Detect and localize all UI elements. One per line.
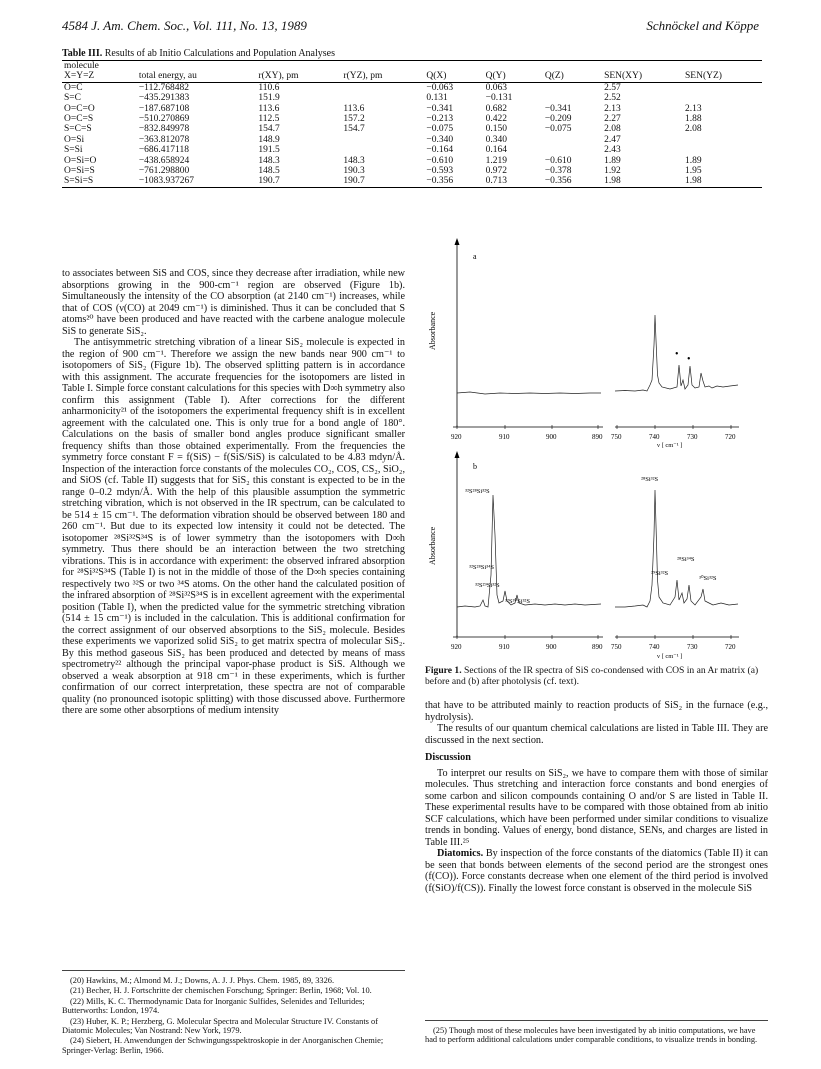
table-cell: −112.768482 xyxy=(138,82,189,93)
table-cell xyxy=(683,93,762,103)
tick-label: 720 xyxy=(725,433,736,441)
table-cell: 113.6 xyxy=(258,103,280,114)
isotopomer-label: ³²S³⁰Si³²S xyxy=(505,598,531,605)
y-axis-label-b: Absorbance xyxy=(428,526,437,565)
table-cell xyxy=(683,135,762,145)
table-cell: O=Si=O xyxy=(64,155,97,166)
table-row xyxy=(62,104,762,114)
spectrum-trace-b-right xyxy=(615,490,738,607)
table-cell: 0.713 xyxy=(484,176,543,187)
panel-b-label: b xyxy=(473,462,477,471)
table-cell: 2.43 xyxy=(604,145,621,156)
table-cell: 190.7 xyxy=(256,176,341,187)
paragraph: By inspection of the force constants of the diatomics (Table II) it can be seen that bonds between elements of the second period are the strongest ones (f(CO)). Force constants decrease when one element of the third period is involved (f(SiO)/f(CS)). Finally the lowest force constant is observed in the molecule SiS xyxy=(425,848,769,894)
table-cell: S=C=S xyxy=(64,124,92,135)
table-column-header: r(YZ), pm xyxy=(341,71,424,82)
section-heading: Discussion xyxy=(425,752,471,763)
table-row xyxy=(62,114,762,124)
table-column-header: Q(X) xyxy=(424,71,483,82)
table-cell xyxy=(341,135,424,145)
table-cell: 1.89 xyxy=(685,155,702,166)
table-cell: S=Si xyxy=(64,145,83,156)
footnotes-right xyxy=(425,1020,768,1046)
table-cell: −0.610 xyxy=(426,155,454,166)
table-cell: 2.27 xyxy=(604,114,621,125)
table-cell: 148.5 xyxy=(258,166,280,177)
table-cell: −0.356 xyxy=(543,176,602,187)
y-axis-arrow-b xyxy=(455,451,460,458)
table-caption-text: Results of ab Initio Calculations and Population Analyses xyxy=(104,48,335,59)
table-cell: −0.063 xyxy=(426,82,454,93)
isotopomer-label: ³²S²⁸Si³⁴S xyxy=(469,564,494,571)
tick-label: 740 xyxy=(649,643,660,651)
table-row xyxy=(62,93,762,103)
table-cell xyxy=(543,93,602,103)
table-cell: 2.57 xyxy=(604,82,621,93)
table-cell: 154.7 xyxy=(343,124,365,135)
table-cell: 0.340 xyxy=(485,134,507,145)
table-cell: −0.593 xyxy=(426,166,454,177)
table-cell: 151.9 xyxy=(258,93,280,104)
table-cell: 148.3 xyxy=(343,155,365,166)
isotopomer-label: ³²S²⁹Si³²S xyxy=(475,582,500,589)
y-axis-arrow-a xyxy=(455,238,460,245)
table-column-header: r(XY), pm xyxy=(256,71,341,82)
table-cell xyxy=(341,145,424,155)
footnote: (24) Siebert, H. Anwendungen der Schwingungsspektroskopie in der Anorganischen Chemie; Springer-Verlag: Berlin, 1966. xyxy=(62,1036,384,1055)
isotopomer-label: ²⁸Si³⁴S xyxy=(677,556,695,563)
table-cell: S=Si=S xyxy=(62,176,137,187)
table-cell: −363.812078 xyxy=(138,134,190,145)
table-cell: 1.95 xyxy=(685,166,702,177)
tick-label: 730 xyxy=(687,433,698,441)
table-row xyxy=(62,166,762,176)
isotopomer-label: ³²S²⁸Si³²S xyxy=(465,488,490,495)
paragraph: To interpret our results on SiS₂, we have to compare them with those of similar molecules. Thus stretching and interaction force constants and bond energies of some carbon and silicon compounds containing O and/or S are listed in Table II. These experimental results have to be compared with those obtained from ab initio SCF calculations, which have been performed under similar conditions to visualize trends in bonding. Values of energy, bond distance, SENs, and charges are listed in Table III.²⁵ xyxy=(425,767,768,848)
table-cell: −686.417118 xyxy=(138,145,189,156)
tick-label: 740 xyxy=(649,433,660,441)
subsection-heading: Diatomics. xyxy=(437,848,484,859)
isotopomer-label: ²⁸Si³²S xyxy=(641,476,659,483)
table-cell: 0.972 xyxy=(485,166,507,177)
tick-label: 750 xyxy=(611,643,622,651)
table-cell: −0.131 xyxy=(485,93,513,104)
table-cell xyxy=(543,82,602,93)
table-cell: 2.52 xyxy=(604,93,621,104)
table-row xyxy=(62,82,762,93)
table-cell: S=C xyxy=(64,93,81,104)
footnote: (21) Becher, H. J. Fortschritte der chemischen Forschung; Springer: Berlin, 1968; Vol. 10. xyxy=(70,986,372,996)
table-row xyxy=(62,124,762,134)
table-cell: O=C xyxy=(64,82,83,93)
tick-label: 900 xyxy=(546,433,557,441)
running-header-right: Schnöckel and Köppe xyxy=(646,18,759,33)
table-cell: −438.658924 xyxy=(138,155,190,166)
table-cell: 1.88 xyxy=(685,114,702,125)
table-row xyxy=(62,145,762,155)
peak-marker: • xyxy=(687,354,691,365)
table-cell: 190.7 xyxy=(341,176,424,187)
table-cell: −0.341 xyxy=(544,103,572,114)
tick-label: 900 xyxy=(546,643,557,651)
table-cell: −0.164 xyxy=(426,145,454,156)
table-cell: −0.340 xyxy=(426,134,454,145)
paragraph: The antisymmetric stretching vibration of a linear SiS₂ molecule is expected in the region of 900 cm⁻¹. Therefore we assign the new bands near 900 cm⁻¹ to isotopomers of SiS₂ (Figure 1b). The observed splitting pattern is in accordance with this assignment. The accurate frequencies for the isotopomers are listed in Table I. Simple force constant calculations for this species with D∞h symmetry also confirm this assignment (Table I). After corrections for the different anharmonicity²¹ of the isotopomers the experimental frequency shift is in excellent agreement with the calculated one. This is only true for a bond angle of 180°. Calculations on the basis of smaller bond angles produce significant smaller frequency shifts than those obtained experimentally. From the frequencies the symmetry force constant F = f(SiS) − f(SiS/SiS) is calculated to be 4.83 mdyn/Å. Inspection of the interaction force constants of the molecules CO₂, COS, CS₂, SiO₂, and SiOS (cf. Table II) suggests that for SiS₂ this constant is expected to be in the range 0–0.2 mdyn/Å. With the help of this plausible assumption the symmetric stretching vibration, which is not observed in the IR spectrum, can be calculated to be 514 ± 15 cm⁻¹. The deformation vibration should be observed between 180 and 260 cm⁻¹. But due to its expected low intensity it could not be detected. The isotopomer ²⁸Si³²S³⁴S is of lower symmetry than the isotopomers with D∞h symmetry. Thus there should be an interaction between the two stretching vibrations. This is in accordance with experiment: the observed infrared absorption for ²⁸Si³²S³⁴S (Table I) is not in the middle of those of the D∞h species containing respectively two ³²S or two ³⁴S atoms. On the other hand the calculated position of the infrared absorption of ²⁸Si³²S³⁴S is in excellent agreement with the experimental position (Table I), when the predicted value for the symmetric stretching vibration (514 ± 15 cm⁻¹) is included in the calculation. This is additional confirmation for the correct assignment of our observed absorptions to the SiS₂ molecule. Besides these experiments we vaporized solid SiS₂ to get matrix spectra of molecular SiS₂. By this method gaseous SiS₂ has been produced and detected by means of mass spectrometry²² although the principal vapor-phase product is SiS. Although we observed a weak absorption at 918 cm⁻¹ in these experiments, which is further confirmation of our correct interpretation, these spectra are not of comparable quality (no pronounced isotopic splitting) with those discussed above. Furthermore there are some other absorptions of medium intensity xyxy=(62,337,405,716)
table-cell: 113.6 xyxy=(343,103,365,114)
table-cell xyxy=(341,93,424,103)
table-cell: O=Si=S xyxy=(64,166,95,177)
table-cell: 0.063 xyxy=(485,82,507,93)
table-row xyxy=(62,156,762,166)
table-caption-label: Table III. xyxy=(62,48,103,59)
table-cell: 112.5 xyxy=(258,114,280,125)
y-axis-label-a: Absorbance xyxy=(428,311,437,350)
footnote: (23) Huber, K. P.; Herzberg, G. Molecular Spectra and Molecular Structure IV. Constants of Diatomic Molecules; Van Nostrand: New York, 1979. xyxy=(62,1016,378,1036)
peak-marker: • xyxy=(675,349,679,360)
isotopomer-label: ³⁰Si³²S xyxy=(699,575,717,582)
table-cell: 0.131 xyxy=(426,93,448,104)
table-column-header: X=Y=Z xyxy=(62,71,137,82)
table-cell: −0.075 xyxy=(544,124,572,135)
table-cell: O=C=S xyxy=(64,114,94,125)
table-cell: O=Si xyxy=(64,134,85,145)
table-cell: −0.209 xyxy=(544,114,572,125)
footnote: (22) Mills, K. C. Thermodynamic Data for Inorganic Sulfides, Selenides and Tellurides; Butterworths: London, 1974. xyxy=(62,996,365,1016)
figure-caption-text: Sections of the IR spectra of SiS co-condensed with COS in an Ar matrix (a) before and (b) after photolysis (cf. text). xyxy=(425,665,759,687)
table-cell: 2.47 xyxy=(604,134,621,145)
table-cell: −435.291383 xyxy=(138,93,190,104)
table-caption xyxy=(62,48,335,59)
table-column-header: Q(Y) xyxy=(484,71,543,82)
table-cell: −1083.937267 xyxy=(137,176,257,187)
table-cell xyxy=(683,145,762,155)
results-table xyxy=(62,60,762,188)
tick-label: 750 xyxy=(611,433,622,441)
paragraph: The results of our quantum chemical calculations are listed in Table III. They are discussed in the next section. xyxy=(425,723,768,746)
left-column-text xyxy=(62,268,405,717)
table-cell: −761.298800 xyxy=(138,166,190,177)
table-cell: 110.6 xyxy=(258,82,280,93)
table-header-molecule: molecule xyxy=(62,61,137,72)
figure-caption xyxy=(425,666,768,687)
table-cell: 154.7 xyxy=(258,124,280,135)
x-axis-unit-b: ν [ cm⁻¹ ] xyxy=(657,653,683,660)
table-cell xyxy=(683,82,762,93)
figure-1-spectra xyxy=(425,235,770,660)
table-cell: −0.075 xyxy=(426,124,454,135)
table-cell xyxy=(341,82,424,93)
spectrum-trace-a-left xyxy=(457,392,601,394)
table-cell: 1.92 xyxy=(604,166,621,177)
table-cell: 2.08 xyxy=(685,124,702,135)
table-cell: 2.13 xyxy=(685,103,702,114)
table-column-header: SEN(YZ) xyxy=(683,71,762,82)
table-cell: −0.341 xyxy=(426,103,454,114)
right-column-text xyxy=(425,700,768,894)
table-cell: −0.610 xyxy=(544,155,572,166)
table-cell: 0.682 xyxy=(485,103,507,114)
table-cell: 0.422 xyxy=(485,114,507,125)
table-cell: −832.849978 xyxy=(138,124,190,135)
footnote: (20) Hawkins, M.; Almond M. J.; Downs, A. J. J. Phys. Chem. 1985, 89, 3326. xyxy=(70,976,335,985)
table-cell: O=C=O xyxy=(64,103,95,114)
table-cell: −0.356 xyxy=(424,176,483,187)
table-cell: 190.3 xyxy=(343,166,365,177)
table-cell: −187.687108 xyxy=(138,103,190,114)
tick-label: 910 xyxy=(499,643,510,651)
table-cell: 2.08 xyxy=(604,124,621,135)
table-cell xyxy=(543,135,602,145)
table-row xyxy=(62,135,762,145)
table-cell: −0.213 xyxy=(426,114,454,125)
table-cell: 157.2 xyxy=(343,114,365,125)
table-column-header: total energy, au xyxy=(137,71,257,82)
table-row xyxy=(62,176,762,187)
running-header-left: 4584 J. Am. Chem. Soc., Vol. 111, No. 13, 1989 xyxy=(62,18,307,33)
table-cell: −0.378 xyxy=(544,166,572,177)
tick-label: 720 xyxy=(725,643,736,651)
table-cell: 2.13 xyxy=(604,103,621,114)
table-cell: 1.219 xyxy=(485,155,507,166)
figure-caption-label: Figure 1. xyxy=(425,665,462,676)
tick-label: 920 xyxy=(451,433,462,441)
tick-label: 910 xyxy=(499,433,510,441)
table-cell: 148.9 xyxy=(258,134,280,145)
x-axis-unit-a: ν [ cm⁻¹ ] xyxy=(657,442,683,449)
table-cell xyxy=(543,145,602,155)
tick-label: 890 xyxy=(592,643,603,651)
footnote: (25) Though most of these molecules have been investigated by ab initio computations, we have had to perform additional calculations under comparable conditions, to visualize trends in bonding. xyxy=(425,1026,758,1045)
tick-label: 730 xyxy=(687,643,698,651)
spectrum-trace-b-left xyxy=(457,495,601,607)
table-cell: −510.270869 xyxy=(138,114,190,125)
table-cell: 1.98 xyxy=(602,176,683,187)
isotopomer-label: ²⁹Si³²S xyxy=(651,570,669,577)
table-cell: 0.164 xyxy=(485,145,507,156)
footnotes-left xyxy=(62,970,405,1056)
table-column-header: Q(Z) xyxy=(543,71,602,82)
tick-label: 890 xyxy=(592,433,603,441)
paragraph: to associates between SiS and COS, since they decrease after irradiation, while new absorptions growing in the 900-cm⁻¹ region are observed (Figure 1b). Simultaneously the intensity of the CO absorption (at 2140 cm⁻¹) increases, while that of COS (ν(CO) at 2049 cm⁻¹) is diminished. Thus it can be concluded that S atoms²⁰ have been produced and have reacted with the carbene analogue molecule SiS to generate SiS₂. xyxy=(62,268,405,337)
panel-a-label: a xyxy=(473,252,477,261)
table-cell: 1.98 xyxy=(683,176,762,187)
table-column-header: SEN(XY) xyxy=(602,71,683,82)
table-cell: 0.150 xyxy=(485,124,507,135)
tick-label: 920 xyxy=(451,643,462,651)
table-cell: 1.89 xyxy=(604,155,621,166)
table-cell: 191.5 xyxy=(258,145,280,156)
table-cell: 148.3 xyxy=(258,155,280,166)
paragraph: that have to be attributed mainly to reaction products of SiS₂ in the furnace (e.g., hydrolysis). xyxy=(425,700,768,723)
